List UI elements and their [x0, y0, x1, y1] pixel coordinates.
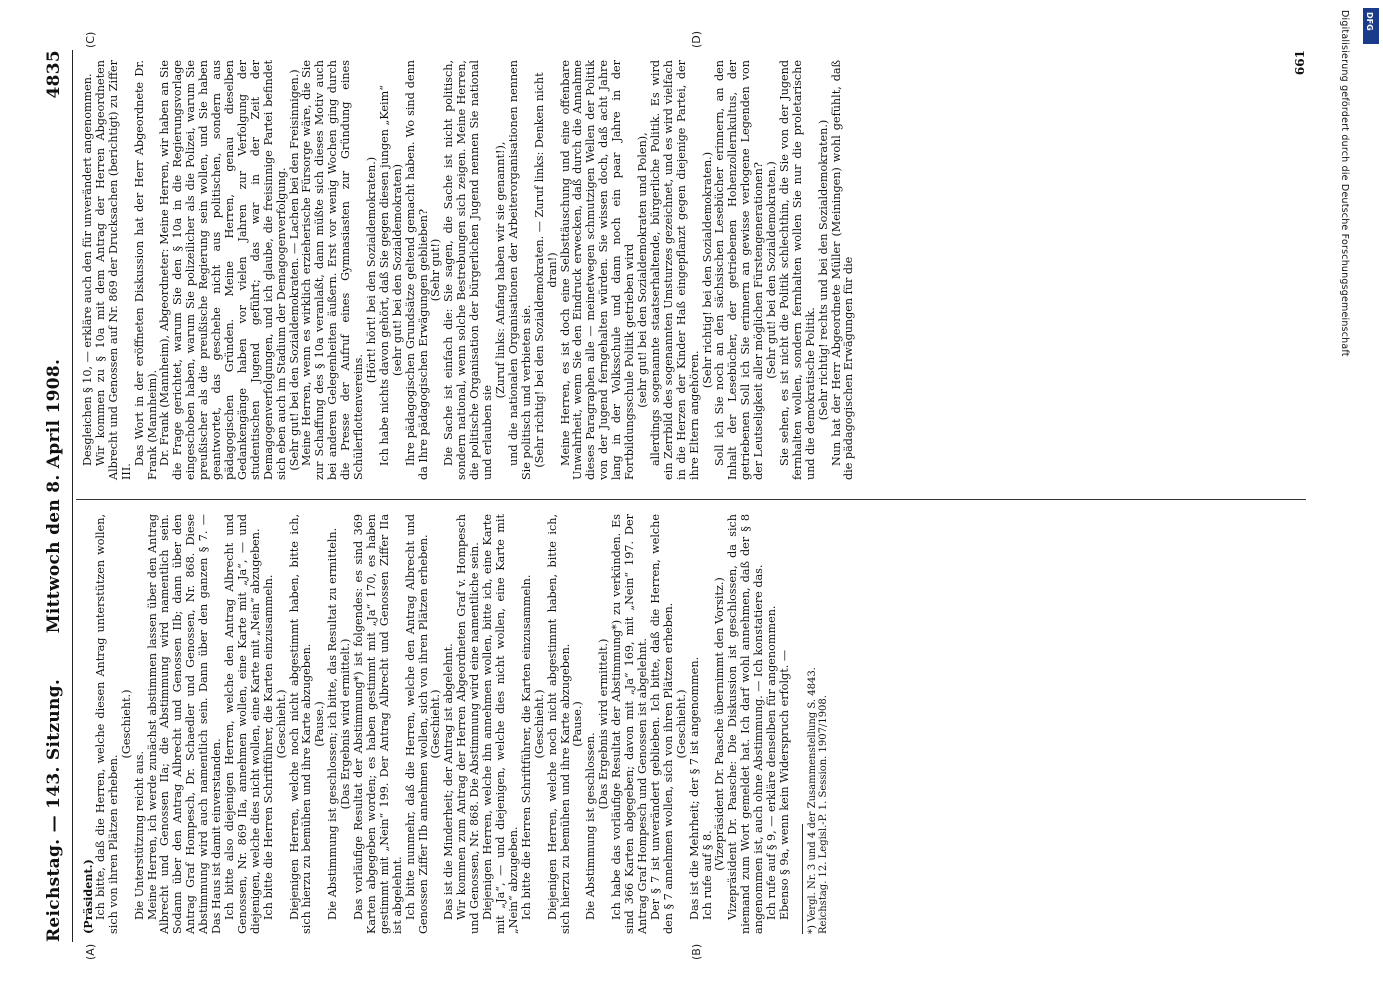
paragraph: Wir kommen zum Antrag der Herren Abgeordneten Graf v. Hompesch und Genossen, Nr. 868. Die Abstimmung wird eine namentliche sein. — [455, 514, 482, 934]
paragraph: (Sehr richtig! rechts und bei den Sozialdemokraten.) — [816, 119, 830, 421]
dfg-logo — [1363, 8, 1379, 44]
paragraph: Ich bitte die Herren Schriftführer, die Karten einzusammeln. — [519, 574, 533, 920]
paragraph: (Geschieht.) — [532, 689, 546, 759]
paragraph: Ich bitte die Herren Schriftführer, die Karten einzusammeln. — [261, 574, 275, 920]
paragraph: Desgleichen § 10, — erkläre auch den für unverändert angenommen. — [81, 73, 94, 466]
header-rule — [72, 50, 73, 942]
paragraph: Ebenso § 9a, wenn kein Widerspruch erfolgt. — — [777, 649, 791, 920]
paragraph: Vizepräsident Dr. Paasche: Die Diskussion ist geschlossen, da sich niemand zum Wort gemeldet hat. Ich darf wohl annehmen, daß der § 8 angenommen ist, auch ohne Abstimmung. — Ich konstatiere das. — [726, 514, 766, 934]
paragraph: (Sehr gut!) — [429, 238, 443, 302]
paragraph: (Geschieht.) — [274, 689, 288, 759]
paragraph: (sehr gut! bei den Sozialdemokraten) — [390, 164, 404, 376]
paragraph: Die Abstimmung ist geschlossen; ich bitte, das Resultat zu ermitteln. — [326, 527, 340, 920]
paragraph: Ich habe nichts davon gehört, daß Sie gegen diesen jungen „Keim“ — [377, 85, 391, 466]
running-head — [44, 50, 68, 942]
paragraph: (Sehr gut! bei den Sozialdemokraten.) — [765, 161, 779, 379]
margin-marker-d: (D) — [690, 30, 703, 48]
paragraph: und die nationalen Organisationen der Arbeiterorganisationen nennen Sie politisch und verbieten sie. — [506, 60, 533, 480]
paragraph: Das vorläufige Resultat der Abstimmung*) ist folgendes: es sind 369 Karten abgegeben worden; es haben gestimmt mit „Ja“ 170, es haben gestimmt mit „Nein“ 199. Der Antrag Albrecht und Genossen Ziffer IIa ist abgelehnt. — [352, 514, 404, 934]
paragraph: Diejenigen Herren, welche ihn annehmen wollen, bitte ich, eine Karte mit „Ja“, — und diejenigen, welche dies nicht wollen, eine Karte mit „Nein“ abzugeben. — [481, 514, 520, 934]
paragraph: Diejenigen Herren, welche noch nicht abgestimmt haben, bitte ich, sich hierzu zu bemühen und ihre Karte abzugeben. — [545, 514, 572, 934]
paragraph: Sie sehen, es ist nicht die Politik schlechthin, die Sie von der Jugend fernhalten wollen, sondern fernhalten wollen Sie nur die proletarische und die demokratische Politik. — [777, 60, 817, 480]
header-page-number: 4835 — [44, 50, 64, 99]
paragraph: Der § 7 ist unverändert geblieben. Ich bitte, daß die Herren, welche den § 7 annehmen wollen, sich von ihren Plätzen erheben. — [648, 514, 675, 934]
footnote-session: Reichstag. 12. Legisl.-P. 1. Session. 1907/1908. — [818, 695, 830, 934]
header-date: Mittwoch den 8. April 1908. — [44, 358, 64, 634]
dfg-logo-text: DFG — [1365, 12, 1374, 31]
paragraph: (Sehr gut! bei den Sozialdemokraten. — Lachen bei den Freisinnigen.) — [287, 69, 301, 471]
paragraph: (Zuruf links: Anfang haben wir sie genannt!), — [494, 141, 507, 399]
left-column — [82, 514, 830, 934]
paragraph: Ich bitte nunmehr, daß die Herren, welche den Antrag Albrecht und Genossen Ziffer IIb annehmen wollen, sich von ihren Plätzen erheben. — [403, 514, 430, 934]
paragraph: Ich bitte, daß die Herren, welche diesen Antrag unterstützen wollen, sich von ihren Plätzen erheben. — [93, 514, 120, 934]
paragraph: Das Wort in der eröffneten Diskussion hat der Herr Abgeordnete Dr. Frank (Mannheim). — [132, 60, 159, 480]
paragraph: (Geschieht.) — [119, 689, 133, 759]
paragraph: Soll ich Sie noch an den sächsischen Lesebücher erinnern, an den Inhalt der Lesebücher, der getriebenen Hohenzollernkultus, der getriebenen Soll ich Sie erinnern an gewisse verlogene Legenden von der Leutseligkeit aller möglichen Fürstengenerationen? — [713, 60, 766, 480]
footnote-rule — [802, 824, 803, 934]
paragraph: Ich rufe auf § 8. — [700, 830, 714, 920]
digitization-note: Digitalisierung gefördert durch die Deutsche Forschungsgemeinschaft — [1339, 10, 1350, 357]
right-column-paragraphs — [82, 60, 856, 480]
paragraph: (sehr gut! bei den Sozialdemokraten und Polen), — [635, 132, 649, 408]
paragraph: (Sehr richtig! bei den Sozialdemokraten.) — [700, 151, 714, 389]
paragraph: Ich habe das vorläufige Resultat der Abstimmung*) zu verkünden. Es sind 366 Karten abgegeben; davon mit „Ja“ 169, mit „Nein“ 197. Der Antrag Graf Hompesch und Genossen ist abgelehnt. — [610, 514, 649, 934]
speaker-label: (Präsident.) — [81, 859, 95, 934]
paragraph: (Pause.) — [313, 701, 327, 747]
margin-marker-a: (A) — [84, 943, 97, 960]
paragraph: Meine Herren, ich werde zunächst abstimmen lassen über den Antrag Albrecht und Genossen IIa; die Abstimmung wird namentlich sein. Sodann über den Antrag Albrecht und Genossen IIb; dann über den Antrag Graf Hompesch, Dr. Schaedler und Genossen, Nr. 868. Diese Abstimmung wird auch namentlich sein. Dann über den ganzen § 7. — Das Haus ist damit einverstanden. — [145, 514, 224, 934]
footnote-reference: *) Vergl. Nr. 3 und 4 der Zusammenstellung S. 4843. — [806, 667, 818, 934]
paragraph: (Vizepräsident Dr. Paasche übernimmt den Vorsitz.) — [713, 577, 727, 871]
paragraph: (Sehr richtig! bei den Sozialdemokraten. — Zuruf links: Denken nicht dran!) — [532, 72, 559, 468]
paragraph: Die Unterstützung reicht aus. — [132, 750, 146, 920]
paragraph: Nun hat der Herr Abgeordnete Müller (Meiningen) wohl gefühlt, daß die pädagogischen Erwägungen für die — [829, 60, 856, 480]
paragraph: Meine Herren, wenn es wirklich erzieherische Fürsorge wäre, die Sie zur Schaffung des § 10a veranlaßt, dann müßte sich dieses Motiv auch bei anderen Gelegenheiten äußern. Erst vor wenig Wochen ging durch die Presse der Aufruf eines Gymnasiasten zur Gründung eines Schülerflottenvereins. — [300, 60, 366, 480]
right-column — [82, 60, 856, 480]
paragraph: (Das Ergebnis wird ermittelt.) — [597, 638, 611, 810]
paragraph: allerdings sogenannte staatserhaltende, bürgerliche Politik. Es wird ein Zerrbild des sogenannten Umsturzes gezeichnet, und es wird vielfach in die Herzen der Kinder Haß eingepflanzt gegen diejenige Partei, der ihre Eltern angehören. — [648, 60, 701, 480]
paragraph: Wir kommen zu § 10a mit dem Antrag der Herren Abgeordneten Albrecht und Genossen auf Nr. 869 der Drucksachen (berichtigt) zu Ziffer III. — [93, 60, 133, 480]
paragraph: Das ist die Mehrheit; der § 7 ist angenommen. — [687, 656, 701, 920]
paragraph: Die Abstimmung ist geschlossen. — [584, 732, 598, 920]
margin-marker-b: (B) — [690, 943, 703, 960]
left-column-paragraphs — [95, 514, 792, 934]
paragraph: (Hört! hört! bei den Sozialdemokraten.) — [364, 156, 378, 384]
column-divider — [76, 499, 1306, 500]
page-footer-number: 661 — [1293, 50, 1307, 76]
paragraph: Das ist die Minderheit; der Antrag ist abgelehnt. — [442, 643, 456, 920]
paragraph: Ich rufe auf § 9, — erkläre denselben für angenommen. — [765, 605, 779, 920]
header-session: Reichstag. — 143. Sitzung. — [44, 678, 64, 942]
paragraph: Dr. Frank (Mannheim), Abgeordneter: Meine Herren, wir haben an Sie die Frage gerichtet, warum Sie den § 10a in die Regierungsvorlage eingeschoben haben, warum Sie polizeilicher als die Polizei, warum Sie preußischer als die preußische Regierung sein wollen, und Sie haben geantwortet, das geschehe nicht aus politischen, sondern aus pädagogischen Gründen. Meine Herren, genau dieselben Gedankengänge haben vor vielen Jahren zur Verfolgung der studentischen Jugend geführt; das war in der Zeit der Demagogenverfolgungen, und ich glaube, die freisinnige Partei befindet sich eben auch im Stadium der Demagogenverfolgung. — [158, 60, 288, 480]
paragraph: (Pause.) — [571, 701, 585, 747]
paragraph: Diejenigen Herren, welche noch nicht abgestimmt haben, bitte ich, sich hierzu zu bemühen und ihre Karte abzugeben. — [287, 514, 314, 934]
paragraph: Die Sache ist einfach die: Sie sagen, die Sache ist nicht politisch, sondern national, wenn solche Bestrebungen sich zeigen. Meine Herren, die politische Organisation der bürgerlichen Jugend nennen Sie national und erlauben sie — [442, 60, 495, 480]
margin-marker-c: (C) — [84, 31, 97, 48]
paragraph: (Geschieht.) — [674, 689, 688, 759]
paragraph: Meine Herren, es ist doch eine Selbsttäuschung und eine offenbare Unwahrheit, wenn Sie den Eindruck erwecken, daß durch die Annahme dieses Paragraphen alle — meinetwegen schmutzigen Wellen der Politik von der Jugend ferngehalten würden. Sie wissen doch, daß acht Jahre lang in der Volksschule und dann noch ein paar Jahre in der Fortbildungsschule Politik getrieben wird — [558, 60, 637, 480]
paragraph: (Geschieht.) — [429, 689, 443, 759]
paragraph: (Das Ergebnis wird ermittelt.) — [339, 638, 353, 810]
paragraph: Ich bitte also diejenigen Herren, welche den Antrag Albrecht und Genossen, Nr. 869 IIa, annehmen wollen, eine Karte mit „Ja“, — und diejenigen, welche dies nicht wollen, eine Karte mit „Nein“ abzugeben. — [222, 514, 262, 934]
paragraph: Ihre pädagogischen Grundsätze geltend gemacht haben. Wo sind denn da Ihre pädagogischen Erwägungen geblieben? — [403, 60, 430, 480]
